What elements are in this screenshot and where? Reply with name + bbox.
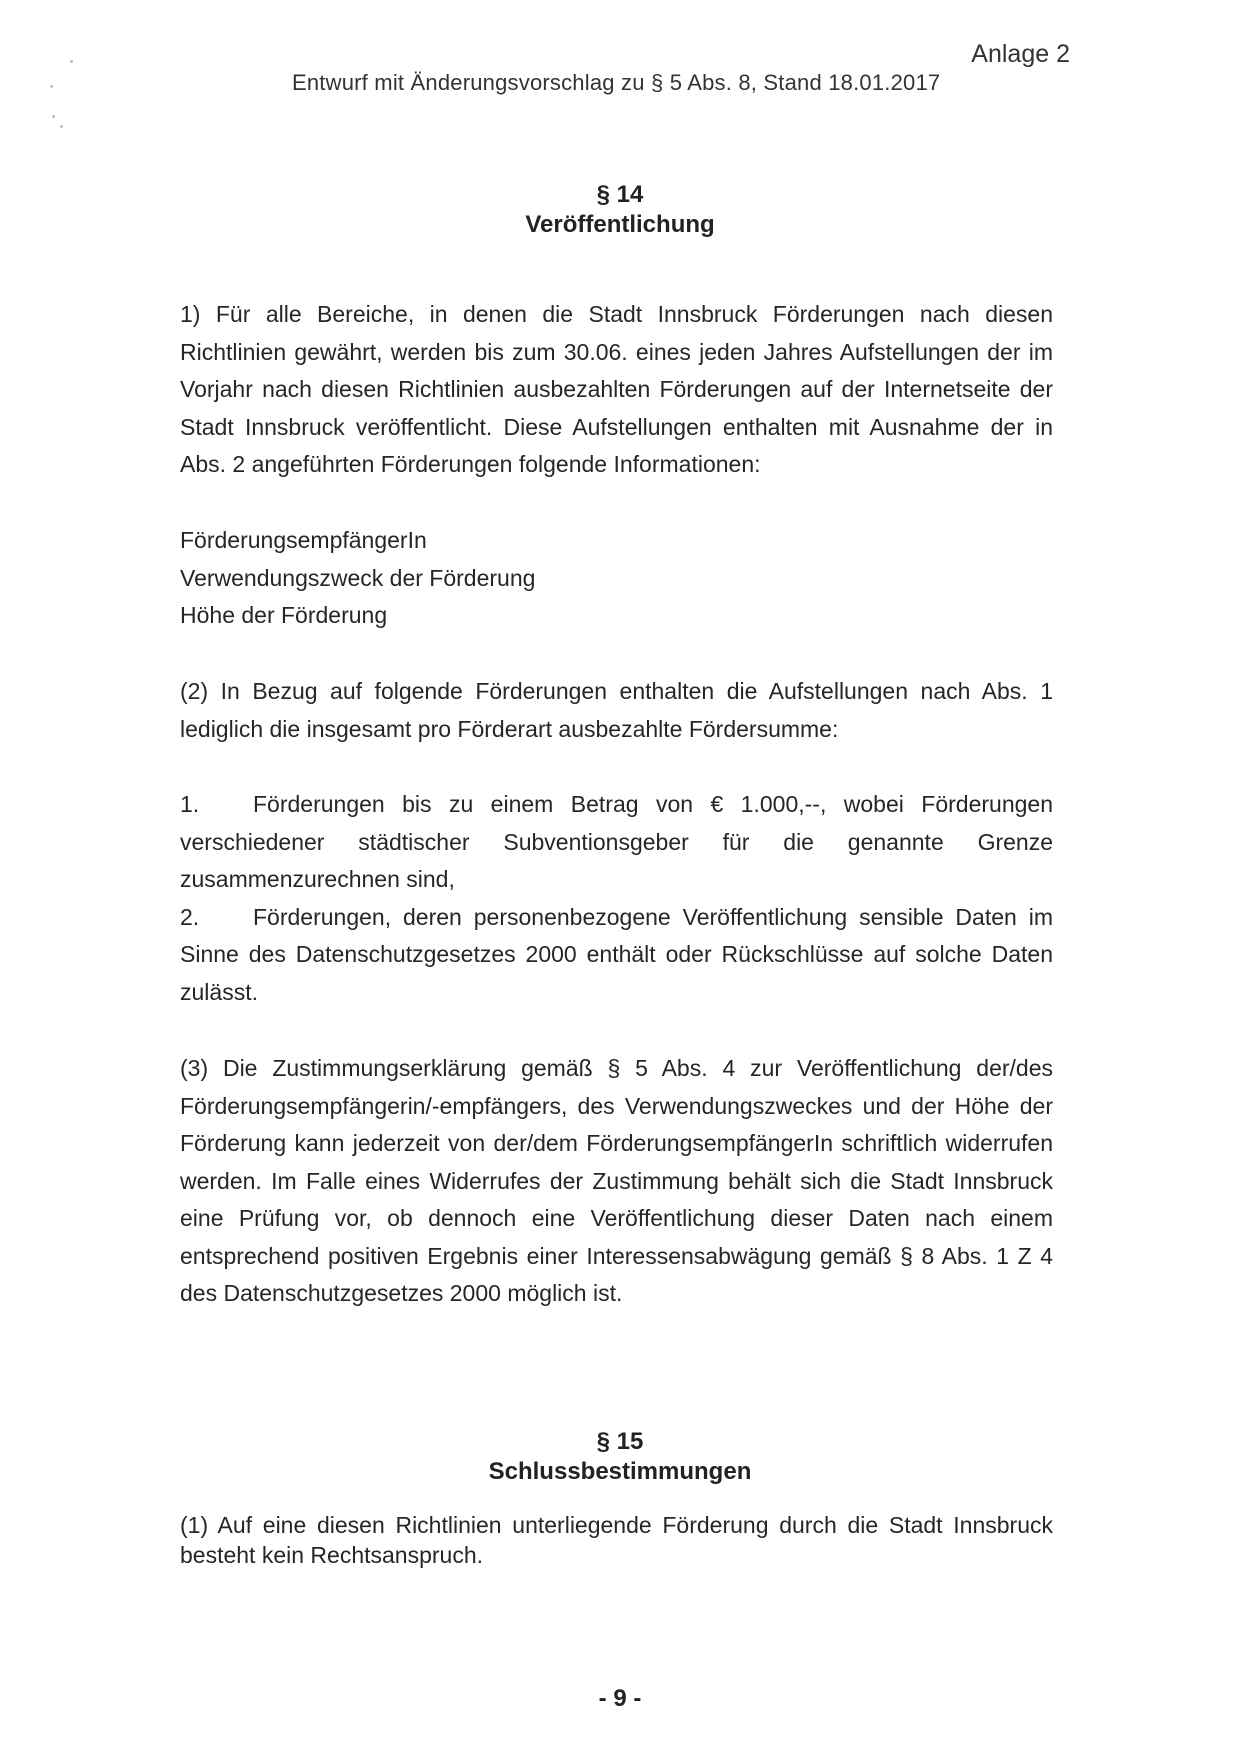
list-item-text: Förderungen, deren personenbezogene Veröffentlichung sensible Daten im Sinne des Datenschutzgesetzes 2000 enthält oder Rückschlüsse auf solche Daten zulässt. — [180, 903, 1053, 1005]
scan-speck — [52, 115, 55, 118]
section-15-heading — [0, 1427, 1240, 1487]
annex-label: Anlage 2 — [971, 40, 1070, 68]
section-14-paragraph-1: 1) Für alle Bereiche, in denen die Stadt Innsbruck Förderungen nach diesen Richtlinien gewährt, werden bis zum 30.06. eines jeden Jahres Aufstellungen der im Vorjahr nach diesen Richtlinien ausbezahlten Förderungen auf der Internetseite der Stadt Innsbruck veröffentlicht. Diese Aufstellungen enthalten mit Ausnahme der in Abs. 2 angeführten Förderungen folgende Informationen: — [180, 301, 1053, 477]
enumerated-list — [180, 786, 1053, 1011]
section-14-paragraph-3: (3) Die Zustimmungserklärung gemäß § 5 Abs. 4 zur Veröffentlichung der/des Förderungsempfängerin/-empfängers, des Verwendungszweckes und der Höhe der Förderung kann jederzeit von der/dem FörderungsempfängerIn schriftlich widerrufen werden. Im Falle eines Widerrufes der Zustimmung behält sich die Stadt Innsbruck eine Prüfung vor, ob dennoch eine Veröffentlichung dieser Daten nach einem entsprechend positiven Ergebnis einer Interessensabwägung gemäß § 8 Abs. 1 Z 4 des Datenschutzgesetzes 2000 möglich ist. — [180, 1055, 1053, 1306]
section-14-title: Veröffentlichung — [525, 211, 715, 238]
section-15-paragraph-1: (1) Auf eine diesen Richtlinien unterliegende Förderung durch die Stadt Innsbruck besteht kein Rechtsanspruch. — [180, 1512, 1053, 1568]
section-14-paragraph-2: (2) In Bezug auf folgende Förderungen enthalten die Aufstellungen nach Abs. 1 lediglich die insgesamt pro Förderart ausbezahlte Fördersumme: — [180, 678, 1053, 742]
info-item-amount: Höhe der Förderung — [180, 602, 388, 628]
list-item-text: Förderungen bis zu einem Betrag von € 1.000,--, wobei Förderungen verschiedener städtischer Subventionsgeber für die genannte Grenze zusammenzurechnen sind, — [180, 791, 1053, 892]
section-14-heading — [0, 180, 1240, 240]
list-item — [180, 899, 1053, 1012]
list-item-marker: 2. — [180, 903, 200, 930]
list-item-marker: 1. — [180, 791, 200, 817]
section-14-number: § 14 — [596, 181, 644, 208]
section-15-title: Schlussbestimmungen — [488, 1458, 752, 1485]
draft-note: Entwurf mit Änderungsvorschlag zu § 5 Abs. 8, Stand 18.01.2017 — [292, 70, 941, 95]
list-item — [180, 786, 1053, 899]
scan-speck — [50, 85, 53, 88]
page-number: - 9 - — [598, 1685, 642, 1712]
scan-speck — [70, 60, 73, 63]
section-15-number: § 15 — [596, 1428, 644, 1455]
info-item-purpose: Verwendungszweck der Förderung — [180, 564, 536, 591]
info-item-recipient: FörderungsempfängerIn — [180, 527, 427, 553]
info-list — [180, 522, 1053, 635]
scan-speck — [60, 125, 63, 128]
